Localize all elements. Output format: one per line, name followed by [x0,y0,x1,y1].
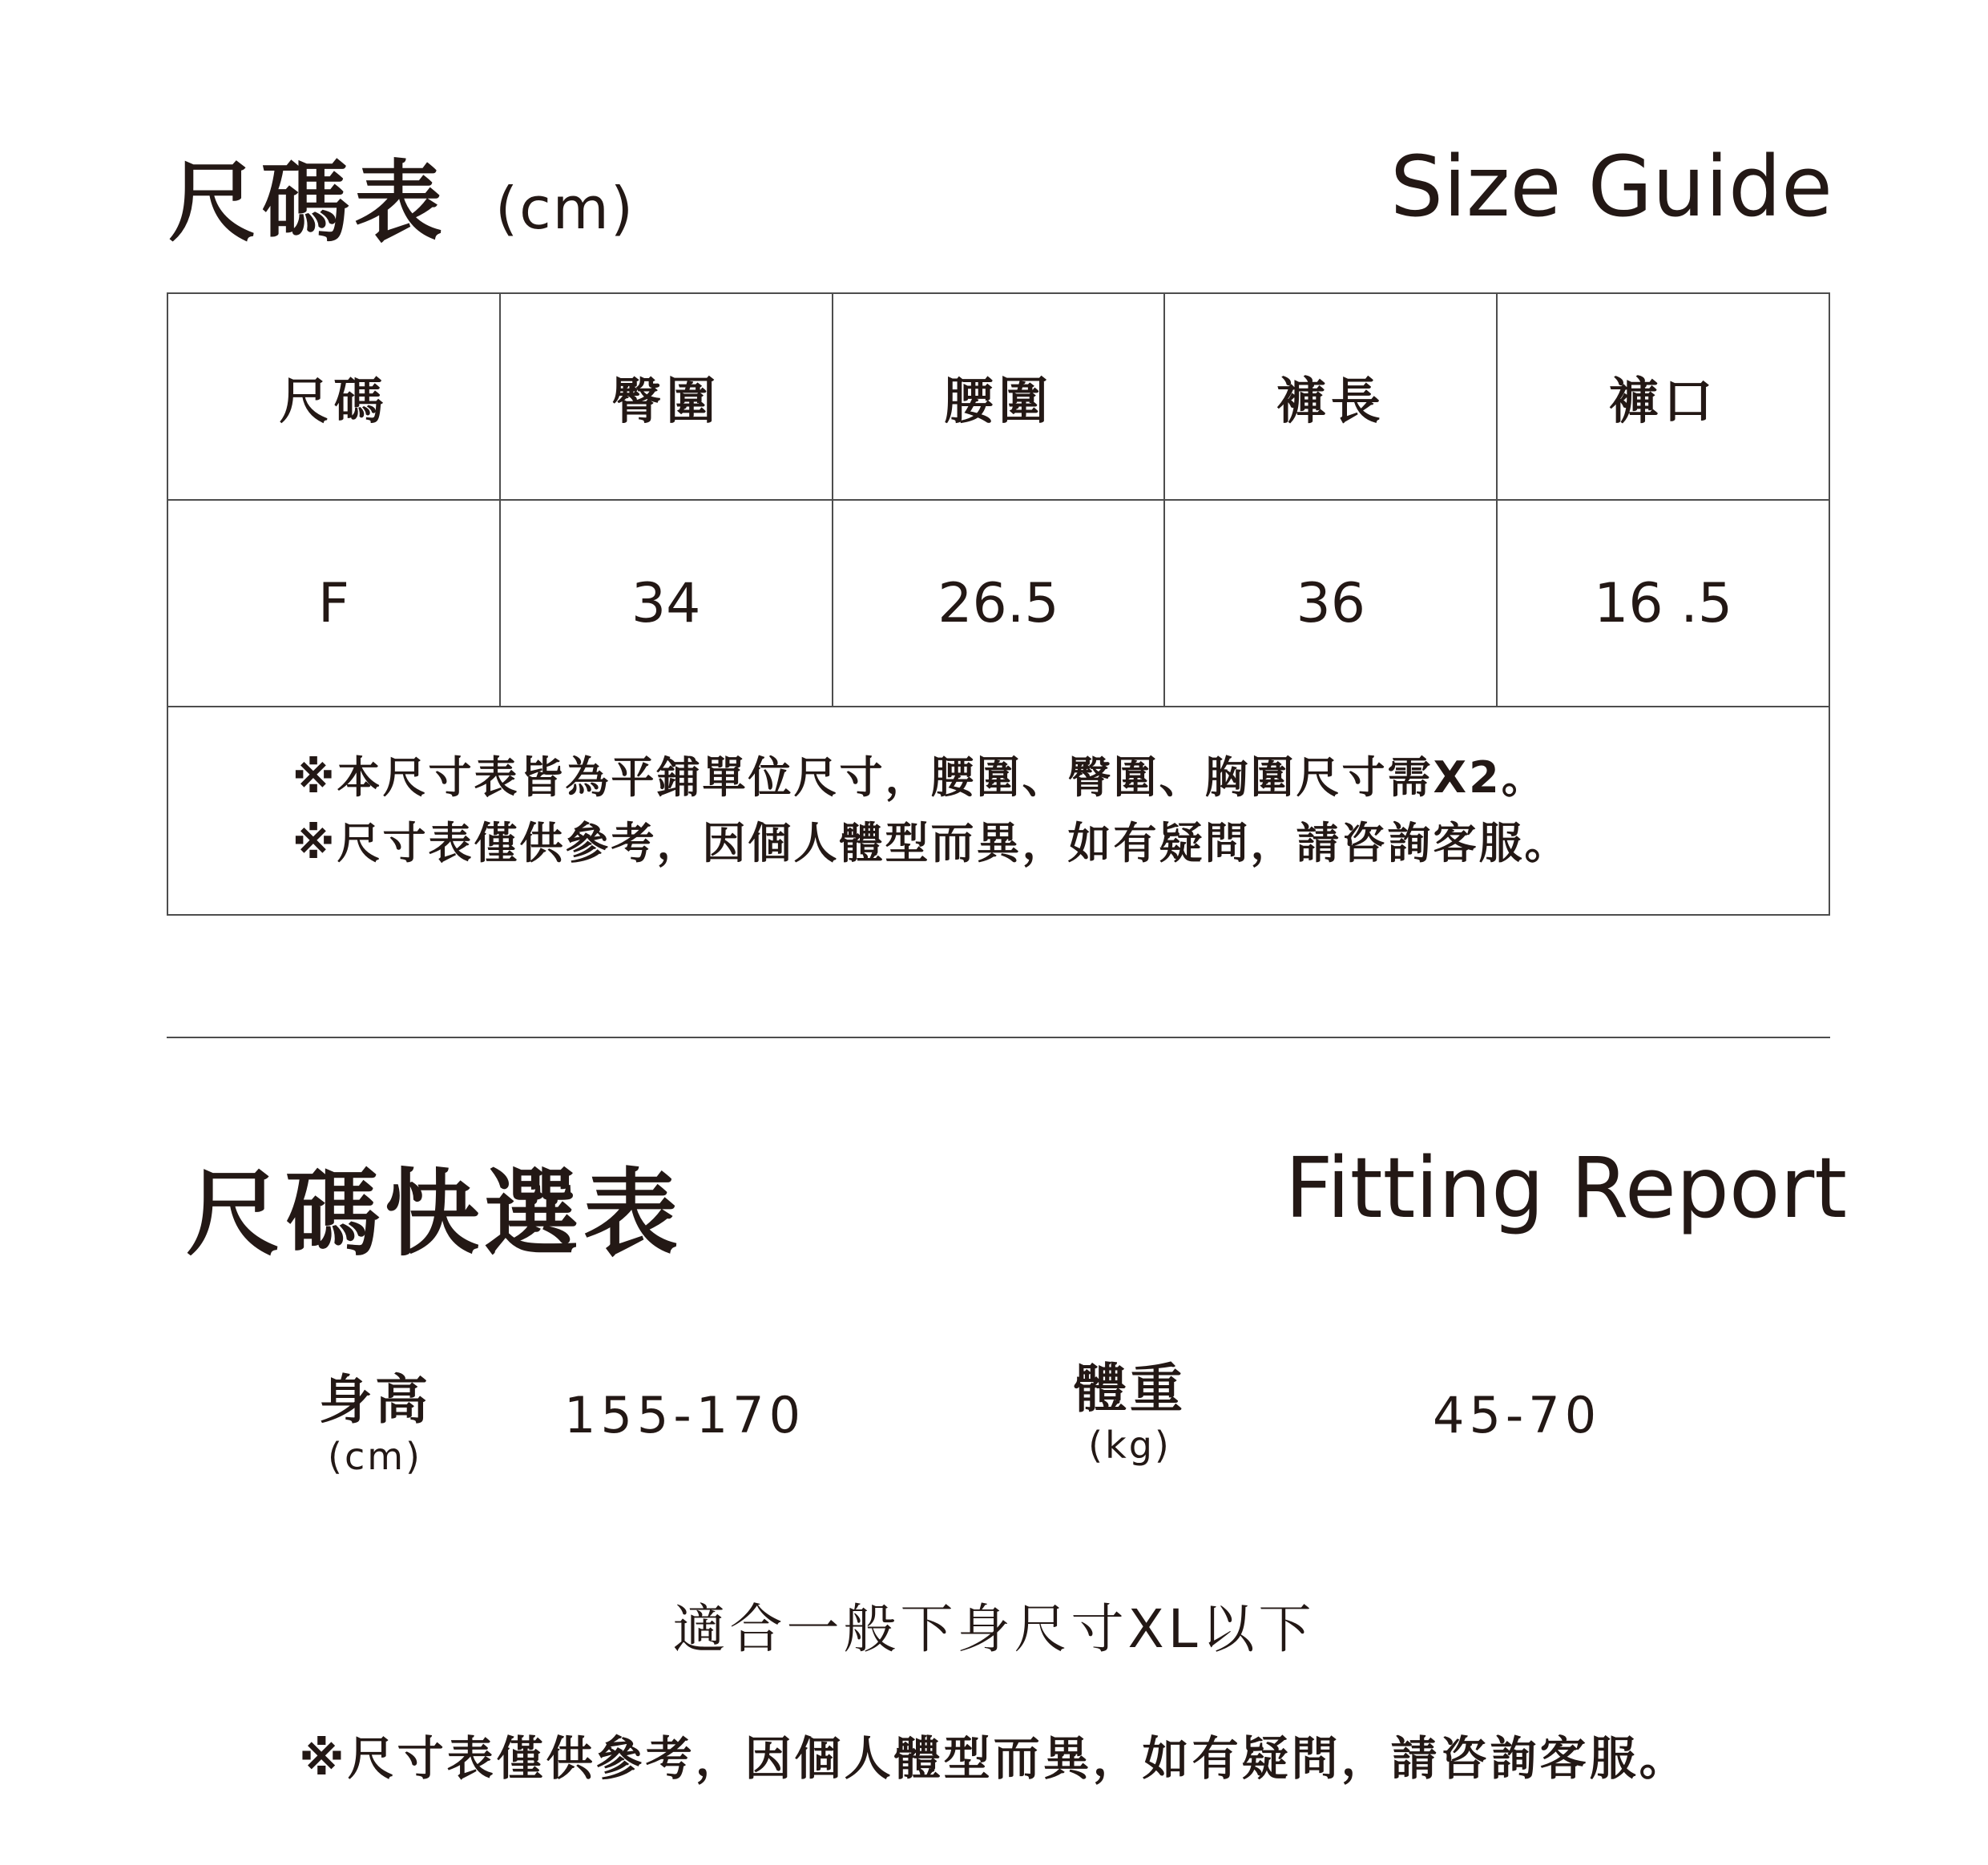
value-cell-hem: 16 .5 [1497,500,1829,707]
fitting-report-title-en: Fitting Report [1284,1139,1847,1237]
size-table-header-row [167,293,1829,500]
weight-label-group [1034,1357,1226,1469]
fitting-report-title-zh: 尺碼快選表 [186,1158,684,1269]
size-table-notes [167,707,1829,915]
value-cell-hip: 34 [500,500,833,707]
section-divider [167,1037,1830,1038]
size-guide-unit: (cm) [495,175,635,242]
height-label-group [279,1368,471,1480]
size-table-notes-row [167,707,1829,915]
value-cell-length: 36 [1164,500,1497,707]
header-cell-length: 褲長 [1164,293,1497,500]
header-cell-size: 尺碼 [167,293,500,500]
height-label: 身高 [319,1369,431,1431]
size-note-2: ※尺寸表僅供參考，因個人體型而異，如有疑問，請咨詢客服。 [292,818,1571,868]
header-cell-hem: 褲口 [1497,293,1829,500]
fit-note: ※尺寸表僅供參考，因個人體型而異，如有疑問，請咨詢客服。 [299,1731,1689,1786]
fit-summary: 適合一般下身尺寸XL以下 [672,1598,1316,1660]
weight-unit: (kg) [1088,1424,1171,1467]
size-guide-title-en: Size Guide [1390,138,1833,236]
size-guide-title-zh: 尺碼表 [168,151,447,254]
value-cell-size: F [167,500,500,707]
size-guide-title [168,132,635,259]
table-row [167,500,1829,707]
size-note-1: ※本尺寸表皆為平鋪單位尺寸，腰圍、臀圍、胸圍尺寸需X2。 [292,752,1547,803]
height-value: 155-170 [564,1386,806,1444]
value-cell-waist: 26.5 [833,500,1165,707]
header-cell-waist: 腰圍 [833,293,1165,500]
weight-label: 體重 [1074,1358,1186,1420]
header-cell-hip: 臀圍 [500,293,833,500]
size-table [167,292,1830,916]
height-unit: (cm) [328,1435,422,1478]
weight-value: 45-70 [1433,1386,1602,1444]
